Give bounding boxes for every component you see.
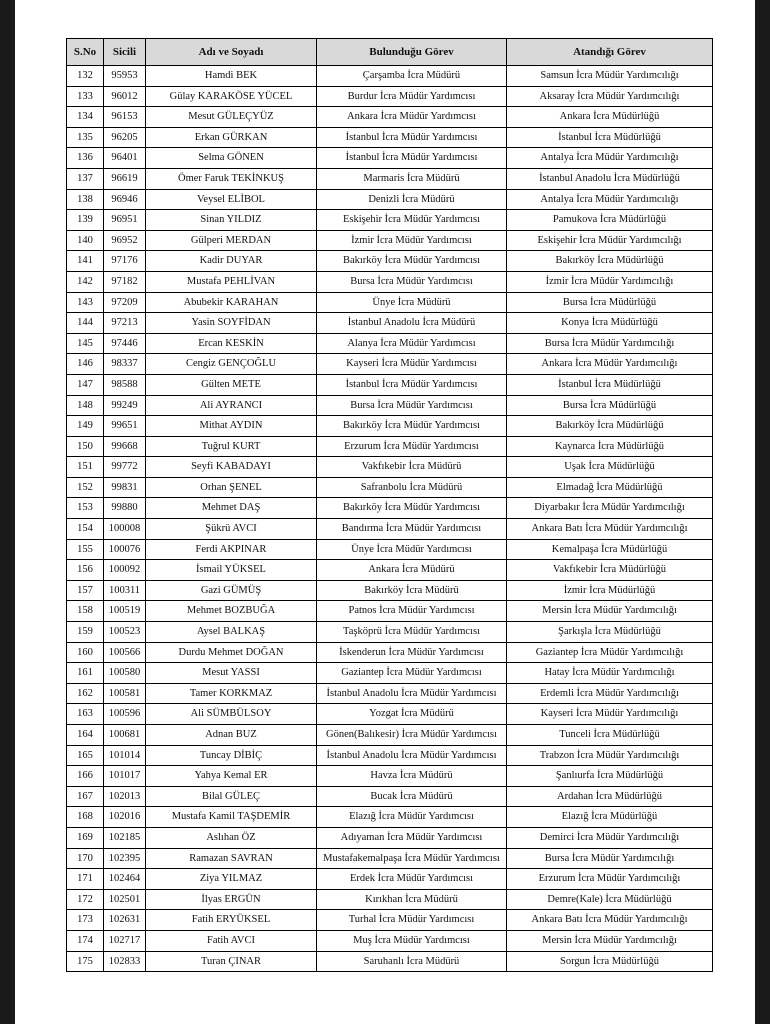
table-row (67, 848, 713, 869)
cell-assigned-post: İstanbul İcra Müdürlüğü (507, 127, 713, 148)
cell-assigned-post: İstanbul Anadolu İcra Müdürlüğü (507, 168, 713, 189)
cell-assigned-post: Demre(Kale) İcra Müdürlüğü (507, 889, 713, 910)
cell-name: Gülay KARAKÖSE YÜCEL (146, 86, 317, 107)
cell-name: Veysel ELİBOL (146, 189, 317, 210)
cell-current-post: Bursa İcra Müdür Yardımcısı (317, 395, 507, 416)
cell-sicil: 100681 (104, 725, 146, 746)
table-row (67, 786, 713, 807)
cell-sicil: 96946 (104, 189, 146, 210)
cell-sno: 165 (67, 745, 104, 766)
cell-current-post: Çarşamba İcra Müdürü (317, 66, 507, 87)
cell-current-post: Ünye İcra Müdürü (317, 292, 507, 313)
cell-current-post: Erzurum İcra Müdür Yardımcısı (317, 436, 507, 457)
cell-name: Aysel BALKAŞ (146, 622, 317, 643)
cell-assigned-post: Ardahan İcra Müdürlüğü (507, 786, 713, 807)
cell-assigned-post: Kayseri İcra Müdür Yardımcılığı (507, 704, 713, 725)
cell-name: Ali AYRANCI (146, 395, 317, 416)
cell-name: Orhan ŞENEL (146, 477, 317, 498)
cell-sicil: 97182 (104, 271, 146, 292)
col-header-sno: S.No (67, 39, 104, 66)
table-row (67, 416, 713, 437)
cell-current-post: Eskişehir İcra Müdür Yardımcısı (317, 210, 507, 231)
cell-sno: 171 (67, 869, 104, 890)
table-row (67, 189, 713, 210)
table-row (67, 889, 713, 910)
cell-assigned-post: Samsun İcra Müdür Yardımcılığı (507, 66, 713, 87)
cell-current-post: İzmir İcra Müdür Yardımcısı (317, 230, 507, 251)
cell-sno: 153 (67, 498, 104, 519)
cell-sicil: 99772 (104, 457, 146, 478)
cell-current-post: İstanbul İcra Müdür Yardımcısı (317, 127, 507, 148)
cell-sno: 172 (67, 889, 104, 910)
cell-sno: 137 (67, 168, 104, 189)
cell-assigned-post: Elazığ İcra Müdürlüğü (507, 807, 713, 828)
appointments-table (66, 38, 713, 972)
table-row (67, 663, 713, 684)
cell-name: Sinan YILDIZ (146, 210, 317, 231)
cell-sicil: 102464 (104, 869, 146, 890)
cell-assigned-post: Ankara Batı İcra Müdür Yardımcılığı (507, 519, 713, 540)
cell-current-post: Safranbolu İcra Müdürü (317, 477, 507, 498)
cell-name: Tuncay DİBİÇ (146, 745, 317, 766)
cell-current-post: Bakırköy İcra Müdür Yardımcısı (317, 416, 507, 437)
cell-sno: 166 (67, 766, 104, 787)
cell-sno: 159 (67, 622, 104, 643)
cell-sicil: 97209 (104, 292, 146, 313)
cell-sicil: 102013 (104, 786, 146, 807)
document-page (15, 0, 755, 1024)
cell-current-post: Kırıkhan İcra Müdürü (317, 889, 507, 910)
cell-name: Erkan GÜRKAN (146, 127, 317, 148)
cell-name: Turan ÇINAR (146, 951, 317, 972)
cell-assigned-post: Bakırköy İcra Müdürlüğü (507, 416, 713, 437)
table-row (67, 395, 713, 416)
cell-assigned-post: Ankara Batı İcra Müdür Yardımcılığı (507, 910, 713, 931)
table-row (67, 168, 713, 189)
cell-sicil: 96619 (104, 168, 146, 189)
cell-name: Selma GÖNEN (146, 148, 317, 169)
table-row (67, 951, 713, 972)
cell-name: Gülten METE (146, 374, 317, 395)
cell-name: Gülperi MERDAN (146, 230, 317, 251)
cell-sno: 146 (67, 354, 104, 375)
cell-sicil: 96153 (104, 107, 146, 128)
cell-current-post: Elazığ İcra Müdür Yardımcısı (317, 807, 507, 828)
cell-assigned-post: Eskişehir İcra Müdür Yardımcılığı (507, 230, 713, 251)
cell-sicil: 100519 (104, 601, 146, 622)
table-row (67, 86, 713, 107)
cell-name: Yasin SOYFİDAN (146, 313, 317, 334)
table-body (67, 66, 713, 972)
cell-current-post: İstanbul Anadolu İcra Müdür Yardımcısı (317, 683, 507, 704)
cell-sno: 155 (67, 539, 104, 560)
cell-name: Tamer KORKMAZ (146, 683, 317, 704)
cell-current-post: Gönen(Balıkesir) İcra Müdür Yardımcısı (317, 725, 507, 746)
cell-current-post: İstanbul İcra Müdür Yardımcısı (317, 374, 507, 395)
cell-sno: 164 (67, 725, 104, 746)
cell-sno: 144 (67, 313, 104, 334)
table-row (67, 725, 713, 746)
cell-sicil: 100523 (104, 622, 146, 643)
cell-sicil: 96401 (104, 148, 146, 169)
cell-assigned-post: Sorgun İcra Müdürlüğü (507, 951, 713, 972)
cell-current-post: Burdur İcra Müdür Yardımcısı (317, 86, 507, 107)
cell-name: Cengiz GENÇOĞLU (146, 354, 317, 375)
cell-sicil: 102185 (104, 827, 146, 848)
table-header (67, 39, 713, 66)
cell-name: Fatih ERYÜKSEL (146, 910, 317, 931)
cell-sno: 160 (67, 642, 104, 663)
cell-sicil: 99880 (104, 498, 146, 519)
cell-current-post: Turhal İcra Müdür Yardımcısı (317, 910, 507, 931)
cell-assigned-post: Şanlıurfa İcra Müdürlüğü (507, 766, 713, 787)
cell-assigned-post: Mersin İcra Müdür Yardımcılığı (507, 930, 713, 951)
cell-current-post: Bakırköy İcra Müdür Yardımcısı (317, 498, 507, 519)
cell-sno: 132 (67, 66, 104, 87)
cell-sicil: 97446 (104, 333, 146, 354)
cell-name: Mesut YASSI (146, 663, 317, 684)
cell-sicil: 100581 (104, 683, 146, 704)
cell-sicil: 101017 (104, 766, 146, 787)
table-row (67, 457, 713, 478)
cell-sicil: 102833 (104, 951, 146, 972)
table-row (67, 354, 713, 375)
cell-name: Seyfi KABADAYI (146, 457, 317, 478)
cell-sicil: 96012 (104, 86, 146, 107)
cell-sicil: 102717 (104, 930, 146, 951)
cell-assigned-post: İzmir İcra Müdür Yardımcılığı (507, 271, 713, 292)
cell-assigned-post: Pamukova İcra Müdürlüğü (507, 210, 713, 231)
cell-current-post: Erdek İcra Müdür Yardımcısı (317, 869, 507, 890)
cell-assigned-post: Antalya İcra Müdür Yardımcılığı (507, 189, 713, 210)
table-row (67, 107, 713, 128)
cell-name: Ali SÜMBÜLSOY (146, 704, 317, 725)
cell-name: Ramazan SAVRAN (146, 848, 317, 869)
table-row (67, 601, 713, 622)
cell-name: Ferdi AKPINAR (146, 539, 317, 560)
cell-name: Abubekir KARAHAN (146, 292, 317, 313)
cell-sicil: 102501 (104, 889, 146, 910)
cell-assigned-post: Ankara İcra Müdür Yardımcılığı (507, 354, 713, 375)
cell-sicil: 98588 (104, 374, 146, 395)
cell-sno: 133 (67, 86, 104, 107)
cell-sicil: 97213 (104, 313, 146, 334)
cell-sno: 149 (67, 416, 104, 437)
table-row (67, 766, 713, 787)
cell-name: Ömer Faruk TEKİNKUŞ (146, 168, 317, 189)
cell-current-post: Yozgat İcra Müdürü (317, 704, 507, 725)
cell-sicil: 100092 (104, 560, 146, 581)
cell-sicil: 101014 (104, 745, 146, 766)
table-row (67, 271, 713, 292)
cell-current-post: Mustafakemalpaşa İcra Müdür Yardımcısı (317, 848, 507, 869)
table-row (67, 477, 713, 498)
cell-assigned-post: Elmadağ İcra Müdürlüğü (507, 477, 713, 498)
cell-name: Mehmet DAŞ (146, 498, 317, 519)
cell-current-post: Kayseri İcra Müdür Yardımcısı (317, 354, 507, 375)
cell-sno: 174 (67, 930, 104, 951)
cell-current-post: Bakırköy İcra Müdür Yardımcısı (317, 251, 507, 272)
table-row (67, 230, 713, 251)
cell-assigned-post: Erdemli İcra Müdür Yardımcılığı (507, 683, 713, 704)
cell-sicil: 102631 (104, 910, 146, 931)
cell-current-post: Vakfıkebir İcra Müdürü (317, 457, 507, 478)
cell-current-post: İstanbul İcra Müdür Yardımcısı (317, 148, 507, 169)
cell-current-post: Bucak İcra Müdürü (317, 786, 507, 807)
cell-name: Tuğrul KURT (146, 436, 317, 457)
cell-sno: 173 (67, 910, 104, 931)
cell-current-post: İskenderun İcra Müdür Yardımcısı (317, 642, 507, 663)
cell-assigned-post: Gaziantep İcra Müdür Yardımcılığı (507, 642, 713, 663)
cell-sicil: 100580 (104, 663, 146, 684)
cell-sno: 163 (67, 704, 104, 725)
cell-assigned-post: Diyarbakır İcra Müdür Yardımcılığı (507, 498, 713, 519)
cell-sno: 157 (67, 580, 104, 601)
cell-sicil: 99831 (104, 477, 146, 498)
table-row (67, 539, 713, 560)
table-row (67, 519, 713, 540)
cell-name: Mesut GÜLEÇYÜZ (146, 107, 317, 128)
cell-sicil: 99668 (104, 436, 146, 457)
cell-sno: 148 (67, 395, 104, 416)
cell-sicil: 100076 (104, 539, 146, 560)
cell-sicil: 96952 (104, 230, 146, 251)
col-header-name: Adı ve Soyadı (146, 39, 317, 66)
table-row (67, 580, 713, 601)
table-row (67, 210, 713, 231)
cell-name: İlyas ERGÜN (146, 889, 317, 910)
cell-sicil: 100311 (104, 580, 146, 601)
cell-sicil: 100596 (104, 704, 146, 725)
cell-name: Adnan BUZ (146, 725, 317, 746)
cell-sicil: 99249 (104, 395, 146, 416)
cell-assigned-post: Demirci İcra Müdür Yardımcılığı (507, 827, 713, 848)
cell-assigned-post: Konya İcra Müdürlüğü (507, 313, 713, 334)
cell-current-post: Bursa İcra Müdür Yardımcısı (317, 271, 507, 292)
table-row (67, 704, 713, 725)
table-row (67, 807, 713, 828)
cell-name: Yahya Kemal ER (146, 766, 317, 787)
cell-sno: 156 (67, 560, 104, 581)
cell-sno: 150 (67, 436, 104, 457)
table-row (67, 148, 713, 169)
cell-name: Mustafa PEHLİVAN (146, 271, 317, 292)
cell-assigned-post: Kaynarca İcra Müdürlüğü (507, 436, 713, 457)
cell-current-post: Havza İcra Müdürü (317, 766, 507, 787)
cell-sicil: 98337 (104, 354, 146, 375)
cell-assigned-post: Bursa İcra Müdür Yardımcılığı (507, 848, 713, 869)
cell-sno: 140 (67, 230, 104, 251)
table-row (67, 642, 713, 663)
cell-current-post: Adıyaman İcra Müdür Yardımcısı (317, 827, 507, 848)
cell-name: Ercan KESKİN (146, 333, 317, 354)
cell-assigned-post: Bakırköy İcra Müdürlüğü (507, 251, 713, 272)
cell-sno: 141 (67, 251, 104, 272)
cell-assigned-post: Antalya İcra Müdür Yardımcılığı (507, 148, 713, 169)
cell-sno: 147 (67, 374, 104, 395)
cell-sno: 169 (67, 827, 104, 848)
cell-sno: 158 (67, 601, 104, 622)
cell-assigned-post: İzmir İcra Müdürlüğü (507, 580, 713, 601)
cell-sno: 162 (67, 683, 104, 704)
cell-sno: 175 (67, 951, 104, 972)
cell-current-post: Ankara İcra Müdürü (317, 560, 507, 581)
cell-assigned-post: Uşak İcra Müdürlüğü (507, 457, 713, 478)
cell-current-post: Bakırköy İcra Müdürü (317, 580, 507, 601)
cell-name: Ziya YILMAZ (146, 869, 317, 890)
cell-assigned-post: Vakfıkebir İcra Müdürlüğü (507, 560, 713, 581)
cell-name: Gazi GÜMÜŞ (146, 580, 317, 601)
cell-name: Fatih AVCI (146, 930, 317, 951)
cell-current-post: Taşköprü İcra Müdür Yardımcısı (317, 622, 507, 643)
cell-sicil: 95953 (104, 66, 146, 87)
table-row (67, 622, 713, 643)
cell-assigned-post: Bursa İcra Müdür Yardımcılığı (507, 333, 713, 354)
cell-assigned-post: Hatay İcra Müdür Yardımcılığı (507, 663, 713, 684)
cell-sicil: 97176 (104, 251, 146, 272)
cell-assigned-post: Bursa İcra Müdürlüğü (507, 395, 713, 416)
cell-sicil: 100566 (104, 642, 146, 663)
cell-sno: 143 (67, 292, 104, 313)
cell-assigned-post: İstanbul İcra Müdürlüğü (507, 374, 713, 395)
cell-sno: 170 (67, 848, 104, 869)
cell-current-post: Ünye İcra Müdür Yardımcısı (317, 539, 507, 560)
cell-name: Mehmet BOZBUĞA (146, 601, 317, 622)
table-row (67, 930, 713, 951)
cell-sno: 142 (67, 271, 104, 292)
col-header-assigned-post: Atandığı Görev (507, 39, 713, 66)
cell-sicil: 102395 (104, 848, 146, 869)
table-row (67, 910, 713, 931)
cell-name: Hamdi BEK (146, 66, 317, 87)
cell-sno: 152 (67, 477, 104, 498)
cell-sno: 154 (67, 519, 104, 540)
col-header-sicil: Sicili (104, 39, 146, 66)
table-row (67, 745, 713, 766)
table-row (67, 683, 713, 704)
cell-assigned-post: Ankara İcra Müdürlüğü (507, 107, 713, 128)
cell-current-post: Muş İcra Müdür Yardımcısı (317, 930, 507, 951)
table-row (67, 251, 713, 272)
cell-name: Aslıhan ÖZ (146, 827, 317, 848)
cell-assigned-post: Trabzon İcra Müdür Yardımcılığı (507, 745, 713, 766)
cell-sno: 161 (67, 663, 104, 684)
cell-assigned-post: Bursa İcra Müdürlüğü (507, 292, 713, 313)
table-row (67, 560, 713, 581)
table-row (67, 66, 713, 87)
cell-name: Mithat AYDIN (146, 416, 317, 437)
cell-sicil: 99651 (104, 416, 146, 437)
cell-sno: 167 (67, 786, 104, 807)
cell-current-post: Gaziantep İcra Müdür Yardımcısı (317, 663, 507, 684)
table-row (67, 292, 713, 313)
cell-sicil: 96951 (104, 210, 146, 231)
table-row (67, 498, 713, 519)
cell-sno: 134 (67, 107, 104, 128)
cell-name: Bilal GÜLEÇ (146, 786, 317, 807)
cell-sicil: 96205 (104, 127, 146, 148)
cell-name: Kadir DUYAR (146, 251, 317, 272)
cell-sno: 136 (67, 148, 104, 169)
table-row (67, 374, 713, 395)
cell-sicil: 100008 (104, 519, 146, 540)
cell-sno: 168 (67, 807, 104, 828)
cell-current-post: Denizli İcra Müdürü (317, 189, 507, 210)
cell-current-post: Saruhanlı İcra Müdürü (317, 951, 507, 972)
cell-sno: 135 (67, 127, 104, 148)
cell-assigned-post: Tunceli İcra Müdürlüğü (507, 725, 713, 746)
cell-current-post: İstanbul Anadolu İcra Müdür Yardımcısı (317, 745, 507, 766)
cell-sno: 151 (67, 457, 104, 478)
cell-name: Mustafa Kamil TAŞDEMİR (146, 807, 317, 828)
cell-assigned-post: Mersin İcra Müdür Yardımcılığı (507, 601, 713, 622)
cell-name: İsmail YÜKSEL (146, 560, 317, 581)
table-row (67, 333, 713, 354)
table-row (67, 869, 713, 890)
cell-current-post: İstanbul Anadolu İcra Müdürü (317, 313, 507, 334)
table-row (67, 127, 713, 148)
cell-assigned-post: Erzurum İcra Müdür Yardımcılığı (507, 869, 713, 890)
cell-sno: 138 (67, 189, 104, 210)
cell-sno: 139 (67, 210, 104, 231)
cell-sicil: 102016 (104, 807, 146, 828)
cell-current-post: Alanya İcra Müdür Yardımcısı (317, 333, 507, 354)
cell-assigned-post: Aksaray İcra Müdür Yardımcılığı (507, 86, 713, 107)
cell-current-post: Bandırma İcra Müdür Yardımcısı (317, 519, 507, 540)
table-row (67, 827, 713, 848)
cell-current-post: Ankara İcra Müdür Yardımcısı (317, 107, 507, 128)
table-row (67, 436, 713, 457)
cell-current-post: Patnos İcra Müdür Yardımcısı (317, 601, 507, 622)
cell-assigned-post: Şarkışla İcra Müdürlüğü (507, 622, 713, 643)
cell-name: Şükrü AVCI (146, 519, 317, 540)
cell-current-post: Marmaris İcra Müdürü (317, 168, 507, 189)
table-row (67, 313, 713, 334)
cell-assigned-post: Kemalpaşa İcra Müdürlüğü (507, 539, 713, 560)
cell-name: Durdu Mehmet DOĞAN (146, 642, 317, 663)
header-row (67, 39, 713, 66)
cell-sno: 145 (67, 333, 104, 354)
col-header-current-post: Bulunduğu Görev (317, 39, 507, 66)
